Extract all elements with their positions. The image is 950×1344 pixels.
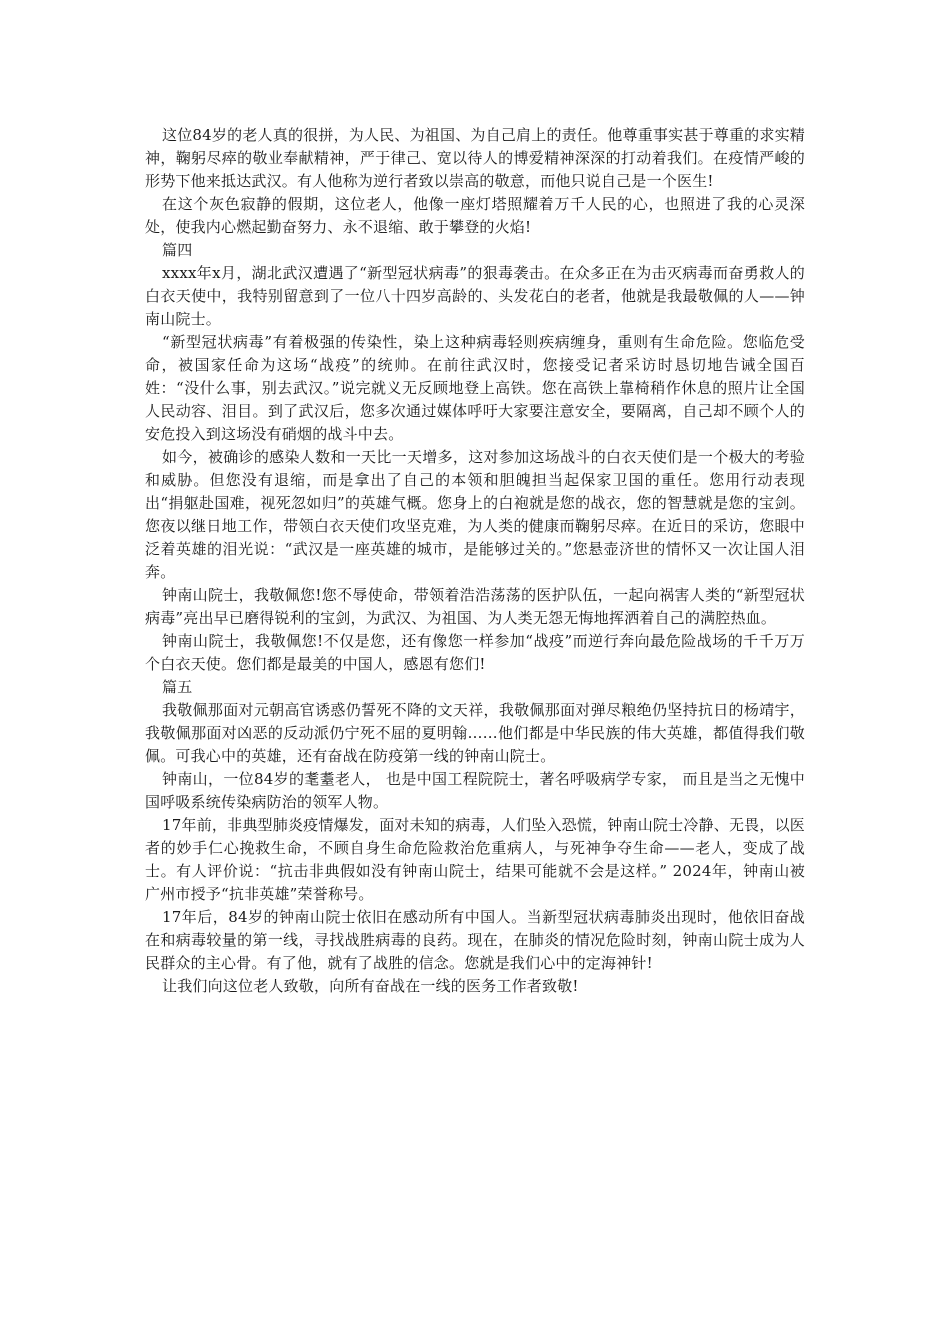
paragraph: 这位84岁的老人真的很拼，为人民、为祖国、为自己肩上的责任。他尊重事实甚于尊重的求实精神，鞠躬尽瘁的敬业奉献精神，严于律己、宽以待人的博爱精神深深的打动着我们。在疫情严峻的形势下他来抵达武汉。有人他称为逆行者致以崇高的敬意，而他只说自己是一个医生! [145, 126, 805, 190]
paragraph: 17年前，非典型肺炎疫情爆发，面对未知的病毒，人们坠入恐慌，钟南山院士冷静、无畏，以医者的妙手仁心挽救生命，不顾自身生命危险救治危重病人，与死神争夺生命——老人，变成了战士。有人评价说：“抗击非典假如没有钟南山院士，结果可能就不会是这样。” 2024年，钟南山被广州市授予“抗非英雄”荣誉称号。 [145, 816, 805, 903]
paragraph: 如今，被确诊的感染人数和一天比一天增多，这对参加这场战斗的白衣天使们是一个极大的考验和威胁。但您没有退缩，而是拿出了自己的本领和胆魄担当起保家卫国的重任。您用行动表现出“捐躯赴国难，视死忽如归”的英雄气概。您身上的白袍就是您的战衣，您的智慧就是您的宝剑。您夜以继日地工作，带领白衣天使们攻坚克难，为人类的健康而鞠躬尽瘁。在近日的采访，您眼中泛着英雄的泪光说：“武汉是一座英雄的城市，是能够过关的。”您悬壶济世的情怀又一次让国人泪奔。 [145, 448, 805, 581]
paragraph: 17年后，84岁的钟南山院士依旧在感动所有中国人。当新型冠状病毒肺炎出现时，他依旧奋战在和病毒较量的第一线，寻找战胜病毒的良药。现在，在肺炎的情况危险时刻，钟南山院士成为人民群众的主心骨。有了他，就有了战胜的信念。您就是我们心中的定海神针! [145, 908, 805, 972]
paragraph: 让我们向这位老人致敬，向所有奋战在一线的医务工作者致敬! [162, 977, 579, 995]
document-body [145, 124, 805, 998]
paragraph: 钟南山院士，我敬佩您!您不辱使命，带领着浩浩荡荡的医护队伍，一起向祸害人类的“新型冠状病毒”亮出早已磨得锐利的宝剑，为武汉、为祖国、为人类无怨无悔地挥洒着自己的满腔热血。 [145, 586, 805, 627]
paragraph: “新型冠状病毒”有着极强的传染性，染上这种病毒轻则疾病缠身，重则有生命危险。您临危受命，被国家任命为这场“战疫”的统帅。在前往武汉时，您接受记者采访时恳切地告诫全国百姓：“没什么事，别去武汉。”说完就义无反顾地登上高铁。您在高铁上靠椅稍作休息的照片让全国人民动容、泪目。到了武汉后，您多次通过媒体呼吁大家要注意安全，要隔离，自己却不顾个人的安危投入到这场没有硝烟的战斗中去。 [145, 333, 805, 443]
section-heading: 篇五 [162, 678, 193, 696]
paragraph: xxxx年x月，湖北武汉遭遇了“新型冠状病毒”的狠毒袭击。在众多正在为击灭病毒而奋勇救人的白衣天使中，我特别留意到了一位八十四岁高龄的、头发花白的老者，他就是我最敬佩的人——钟南山院士。 [145, 264, 805, 328]
paragraph: 在这个灰色寂静的假期，这位老人，他像一座灯塔照耀着万千人民的心，也照进了我的心灵深处，使我内心燃起勤奋努力、永不退缩、敢于攀登的火焰! [145, 195, 805, 236]
paragraph: 我敬佩那面对元朝高官诱惑仍誓死不降的文天祥，我敬佩那面对弹尽粮绝仍坚持抗日的杨靖宇，我敬佩那面对凶恶的反动派仍宁死不屈的夏明翰……他们都是中华民族的伟大英雄，都值得我们敬佩。可我心中的英雄，还有奋战在防疫第一线的钟南山院士。 [145, 701, 805, 765]
paragraph: 钟南山，一位84岁的耄耋老人， 也是中国工程院院士，著名呼吸病学专家， 而且是当之无愧中国呼吸系统传染病防治的领军人物。 [145, 770, 805, 811]
section-heading: 篇四 [162, 241, 193, 259]
paragraph: 钟南山院士，我敬佩您!不仅是您，还有像您一样参加“战疫”而逆行奔向最危险战场的千千万万个白衣天使。您们都是最美的中国人，感恩有您们! [145, 632, 805, 673]
